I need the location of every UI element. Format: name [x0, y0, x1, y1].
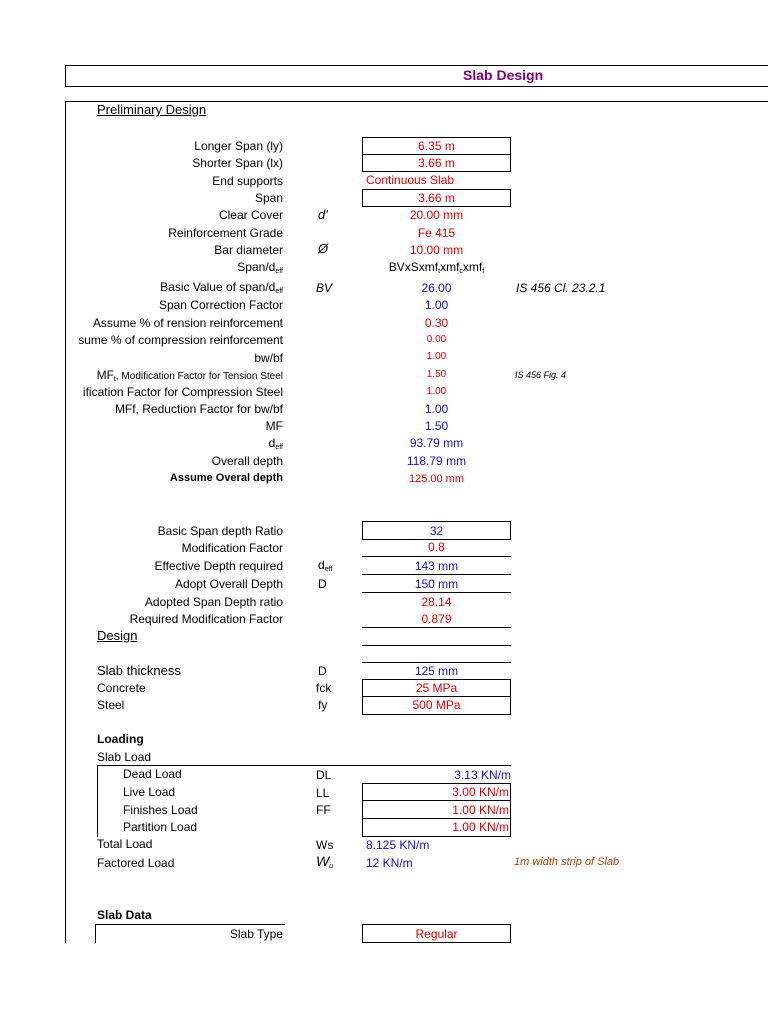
mft-ref: IS 456 Fig. 4	[515, 370, 567, 380]
factored-load-value: 12 KN/m	[366, 856, 413, 870]
span-value: 3.66 m	[418, 191, 455, 205]
adopted-sdr-value: 28.14	[421, 595, 452, 609]
title-box	[65, 65, 768, 87]
adopt-depth-underline	[362, 592, 511, 593]
slab-data-line	[95, 924, 285, 925]
span-label: Span	[254, 191, 283, 205]
mf-value: 1.50	[424, 419, 449, 433]
basic-sdr-value: 32	[429, 524, 444, 538]
design-line-1	[362, 645, 511, 646]
concrete-value: 25 MPa	[415, 681, 458, 695]
reinf-grade-value[interactable]: Fe 415	[417, 226, 456, 240]
mod-factor-label: Modification Factor	[181, 541, 283, 555]
clear-cover-value[interactable]: 20.00 mm	[409, 208, 464, 222]
partition-load-value: 1.00 KN/m	[452, 820, 509, 834]
mfc-label: ification Factor for Compression Steel	[82, 385, 283, 399]
clear-cover-label: Clear Cover	[218, 208, 283, 222]
eff-depth-req-value: 143 mm	[414, 559, 459, 573]
mod-factor-underline	[362, 556, 511, 557]
slab-type-label: Slab Type	[229, 927, 283, 941]
mf-label: MF	[265, 419, 283, 433]
bar-dia-label: Bar diameter	[214, 243, 283, 257]
longer-span-value: 6.35 m	[418, 139, 455, 153]
bar-dia-symbol: Ø	[318, 241, 329, 256]
adopt-depth-symbol: D	[318, 577, 327, 591]
span-d-label: Span/$d_{eff}$	[237, 260, 283, 275]
deff-label: $d_{eff}$	[268, 436, 283, 451]
total-load-label: Total Load	[97, 837, 153, 851]
live-load-label: Live Load	[123, 785, 176, 799]
slab-load-line	[97, 765, 511, 766]
slab-type-value: Regular	[415, 927, 458, 941]
frame-left	[65, 101, 66, 943]
reinf-grade-label: Reinforcement Grade	[168, 226, 283, 240]
factored-load-note: 1m width strip of Slab	[514, 856, 620, 868]
finishes-load-label: Finishes Load	[123, 803, 198, 817]
loading-heading: Loading	[97, 732, 144, 746]
factored-load-label: Factored Load	[97, 856, 175, 870]
mft-value: 1.50	[426, 369, 447, 380]
compression-pct-label: sume % of compression reinforcement	[78, 333, 283, 347]
longer-span-label: Longer Span (ly)	[194, 139, 283, 153]
thickness-value: 125 mm	[414, 664, 459, 678]
clear-cover-symbol: d'	[318, 207, 328, 222]
req-mod-underline	[362, 627, 511, 628]
mff-label: MFf, Reduction Factor for bw/bf	[114, 402, 283, 416]
shorter-span-label: Shorter Span (lx)	[192, 156, 283, 170]
page-title: Slab Design	[463, 67, 544, 83]
steel-label: Steel	[97, 698, 125, 712]
finishes-load-value: 1.00 KN/m	[452, 803, 509, 817]
dead-load-value: 3.13 KN/m	[454, 768, 511, 782]
adopt-depth-label: Adopt Overall Depth	[174, 577, 283, 591]
span-corr-value: 1.00	[424, 298, 449, 312]
steel-symbol: fy	[318, 698, 328, 712]
adopted-sdr-label: Adopted Span Depth ratio	[144, 595, 283, 609]
design-heading: Design	[97, 628, 138, 643]
basic-value-label: Basic Value of span/$d_{eff}$	[160, 280, 283, 295]
overall-depth-value: 118.79 mm	[406, 454, 467, 468]
req-mod-value: 0.879	[421, 612, 452, 626]
eff-depth-req-label: Effective Depth required	[154, 559, 283, 573]
mft-label: $MF_t$, Modification Factor for Tension Steel	[96, 368, 283, 383]
span-d-formula: BVxSxmf$_t$xmf$_c$xmf$_f$	[388, 260, 485, 275]
end-supports-label: End supports	[212, 174, 283, 188]
bar-dia-value[interactable]: 10.00 mm	[409, 243, 464, 257]
dead-load-label: Dead Load	[123, 767, 182, 781]
slab-load-left-line	[97, 765, 98, 837]
mff-value: 1.00	[424, 402, 449, 416]
dead-load-symbol: DL	[316, 768, 332, 782]
basic-value-value: 26.00	[421, 281, 452, 295]
end-supports-value[interactable]: Continuous Slab	[366, 173, 455, 187]
assume-depth-value[interactable]: 125.00 mm	[408, 473, 465, 485]
basic-value-symbol: BV	[316, 281, 333, 295]
mod-factor-value: 0.8	[428, 540, 445, 554]
live-load-symbol: LL	[316, 786, 330, 800]
assume-depth-label: Assume Overal depth	[169, 472, 283, 484]
tension-pct-value[interactable]: 0.30	[424, 316, 449, 330]
factored-load-symbol: $W_u$	[316, 853, 334, 870]
deff-value: 93.79 mm	[409, 436, 464, 450]
basic-sdr-label: Basic Span depth Ratio	[157, 524, 283, 538]
overall-depth-label: Overall depth	[211, 454, 283, 468]
compression-pct-value[interactable]: 0.00	[426, 334, 447, 345]
bw-bf-label: bw/bf	[254, 351, 283, 365]
design-line-2	[362, 662, 511, 663]
span-corr-label: Span Correction Factor	[158, 298, 283, 312]
total-load-value: 8.125 KN/m	[366, 838, 430, 852]
mfc-value: 1.00	[426, 386, 447, 397]
shorter-span-value: 3.66 m	[418, 156, 455, 170]
slab-load-heading: Slab Load	[97, 750, 152, 764]
req-mod-label: Required Modification Factor	[129, 612, 283, 626]
finishes-load-symbol: FF	[316, 803, 331, 817]
thickness-symbol: D	[318, 664, 327, 678]
thickness-label: Slab thickness	[97, 663, 181, 678]
partition-load-label: Partition Load	[123, 820, 198, 834]
tension-pct-label: Assume % of rension reinforcement	[92, 316, 283, 330]
concrete-symbol: fck	[316, 681, 332, 695]
total-load-symbol: Ws	[316, 838, 334, 852]
adopt-depth-value: 150 mm	[414, 577, 459, 591]
steel-value: 500 MPa	[412, 698, 461, 712]
basic-value-ref: IS 456 Cl. 23.2.1	[516, 281, 606, 295]
live-load-value: 3.00 KN/m	[452, 785, 509, 799]
slab-data-left-line	[95, 924, 96, 943]
eff-depth-req-underline	[362, 574, 511, 575]
preliminary-heading: Preliminary Design	[97, 102, 207, 117]
slab-data-heading: Slab Data	[97, 908, 152, 922]
concrete-label: Concrete	[97, 681, 146, 695]
bw-bf-value[interactable]: 1.00	[426, 351, 447, 362]
eff-depth-req-symbol: $d_{eff}$	[318, 558, 333, 573]
